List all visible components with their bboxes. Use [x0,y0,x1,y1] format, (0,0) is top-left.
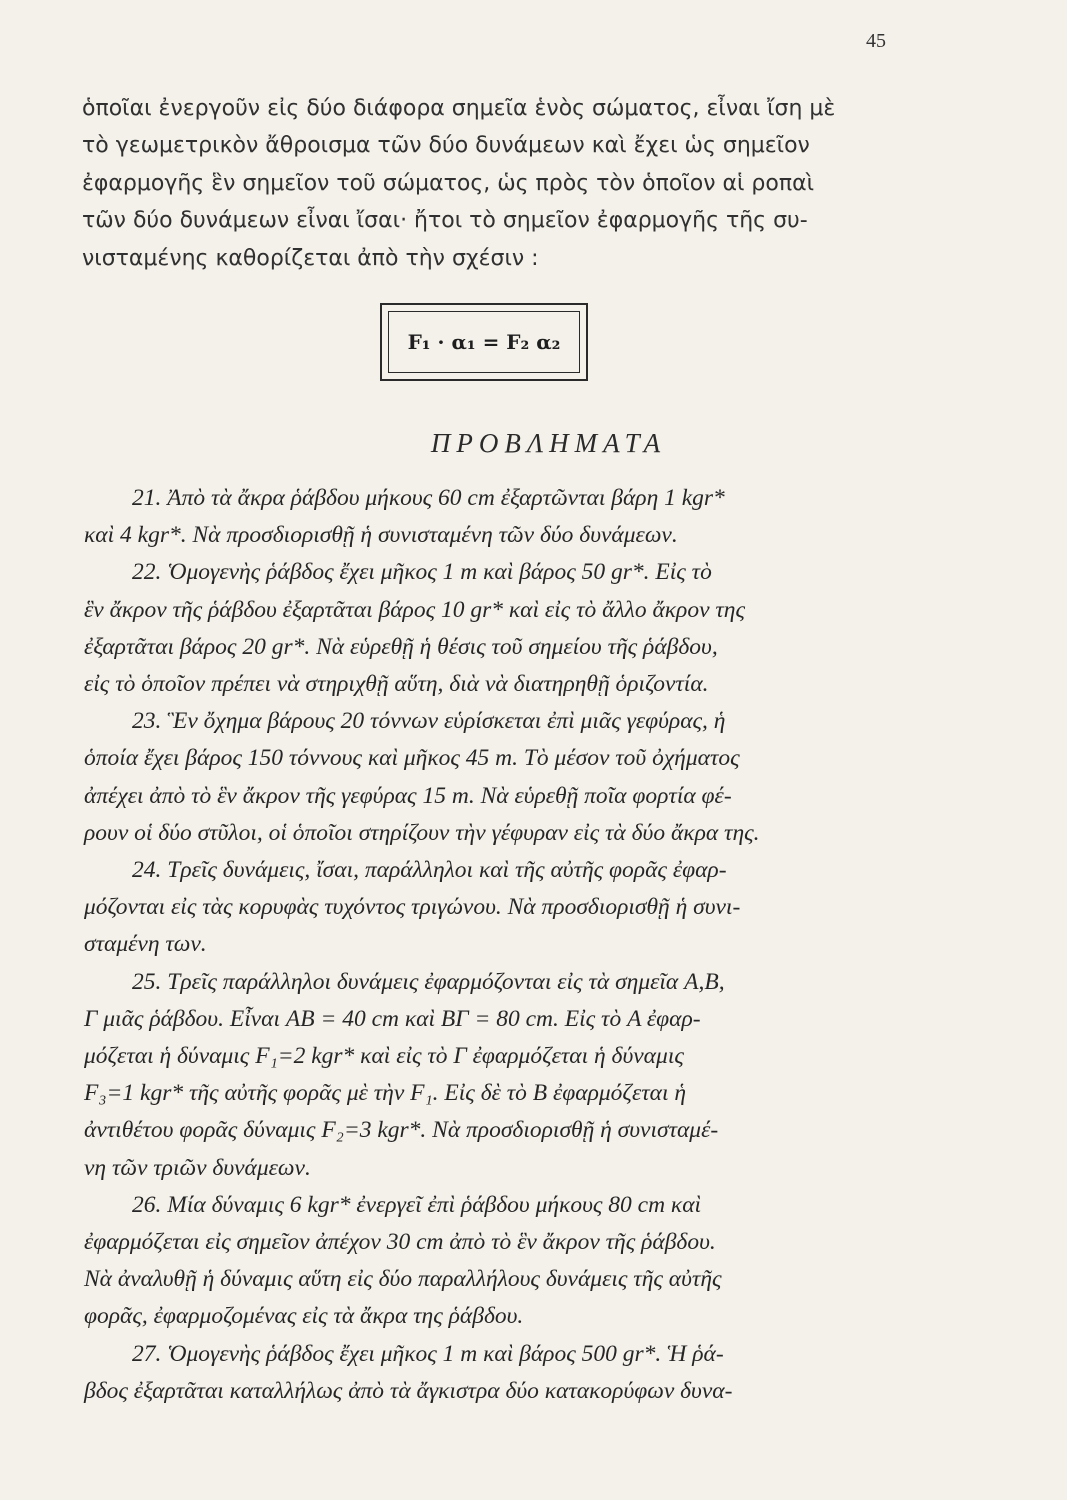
problem-line: καὶ 4 kgr*. Νὰ προσδιορισθῇ ἡ συνισταμένη τῶν δύο δυνάμεων. [84,522,678,549]
problem-23 [84,703,964,852]
problem-line: ἓν ἄκρον τῆς ῥάβδου ἐξαρτᾶται βάρος 10 gr* καὶ εἰς τὸ ἄλλο ἄκρον της [84,596,745,623]
intro-line: τὸ γεωμετρικὸν ἄθροισμα τῶν δύο δυνάμεων καὶ ἔχει ὡς σημεῖον [82,133,810,159]
section-title: ΠΡΟΒΛΗΜΑΤΑ [430,428,667,458]
problem-line: 27. Ὁμογενὴς ῥάβδος ἔχει μῆκος 1 m καὶ βάρος 500 gr*. Ἡ ῥά- [132,1340,724,1367]
problem-line: μόζονται εἰς τὰς κορυφὰς τυχόντος τριγώνου. Νὰ προσδιορισθῇ ἡ συνι- [84,894,741,921]
problem-line: ἐφαρμόζεται εἰς σημεῖον ἀπέχον 30 cm ἀπὸ τὸ ἓν ἄκρον τῆς ῥάβδου. [84,1229,716,1256]
problem-line: ὁποία ἔχει βάρος 150 τόννους καὶ μῆκος 45 m. Τὸ μέσον τοῦ ὀχήματος [84,745,740,772]
formula: F₁ · α₁ = F₂ α₂ [388,311,580,373]
problem-line: νη τῶν τριῶν δυνάμεων. [84,1154,311,1181]
problem-line: 25. Τρεῖς παράλληλοι δυνάμεις ἐφαρμόζονται εἰς τὰ σημεῖα A,B, [132,968,725,995]
problem-26 [84,1187,964,1336]
problem-line: Γ μιᾶς ῥάβδου. Εἶναι AB = 40 cm καὶ BΓ = 80 cm. Εἰς τὸ A ἐφαρ- [84,1005,701,1032]
intro-line: ὁποῖαι ἐνεργοῦν εἰς δύο διάφορα σημεῖα ἑνὸς σώματος, εἶναι ἴση μὲ [82,96,836,121]
intro-line: νισταμένης καθορίζεται ἀπὸ τὴν σχέσιν : [82,245,539,271]
problem-line: μόζεται ἡ δύναμις F₁=2 kgr* καὶ εἰς τὸ Γ ἐφαρμόζεται ἡ δύναμις [84,1043,684,1070]
problem-line: σταμένη των. [84,931,207,958]
problem-27 [84,1336,964,1410]
intro-paragraph [82,90,962,277]
problem-line: 21. Ἀπὸ τὰ ἄκρα ῥάβδου μήκους 60 cm ἐξαρτῶνται βάρη 1 kgr* [132,485,725,511]
problem-line: εἰς τὸ ὁποῖον πρέπει νὰ στηριχθῇ αὕτη, διὰ νὰ διατηρηθῇ ὁριζοντία. [84,671,709,698]
problem-line: Νὰ ἀναλυθῇ ἡ δύναμις αὕτη εἰς δύο παραλλήλους δυνάμεις τῆς αὐτῆς [84,1266,722,1293]
problem-line: ἀντιθέτου φορᾶς δύναμις F₂=3 kgr*. Νὰ προσδιορισθῇ ἡ συνισταμέ- [84,1117,719,1144]
problem-25 [84,964,964,1187]
problem-line: βδος ἐξαρτᾶται καταλλήλως ἀπὸ τὰ ἄγκιστρα δύο κατακορύφων δυνα- [84,1377,733,1404]
problem-line: 24. Τρεῖς δυνάμεις, ἴσαι, παράλληλοι καὶ τῆς αὐτῆς φορᾶς ἐφαρ- [132,857,727,884]
problem-21 [84,480,964,554]
problem-line: φορᾶς, ἐφαρμοζομένας εἰς τὰ ἄκρα της ῥάβδου. [84,1303,524,1330]
problem-line: 22. Ὁμογενὴς ῥάβδος ἔχει μῆκος 1 m καὶ βάρος 50 gr*. Εἰς τὸ [132,559,712,586]
page-number: 45 [866,30,886,52]
problem-line: 26. Μία δύναμις 6 kgr* ἐνεργεῖ ἐπὶ ῥάβδου μήκους 80 cm καὶ [132,1191,702,1218]
formula-box [380,303,588,381]
intro-line: ἐφαρμογῆς ἓν σημεῖον τοῦ σώματος, ὡς πρὸς τὸν ὁποῖον αἱ ροπαὶ [82,170,815,196]
problem-line: F₃=1 kgr* τῆς αὐτῆς φορᾶς μὲ τὴν F₁. Εἰς δὲ τὸ B ἐφαρμόζεται ἡ [84,1080,687,1107]
problem-line: ἀπέχει ἀπὸ τὸ ἓν ἄκρον τῆς γεφύρας 15 m. Νὰ εὑρεθῇ ποῖα φορτία φέ- [84,782,732,809]
problem-line: 23. Ἓν ὄχημα βάρους 20 τόννων εὑρίσκεται ἐπὶ μιᾶς γεφύρας, ἡ [132,708,726,735]
problem-line: ρουν οἱ δύο στῦλοι, οἱ ὁποῖοι στηρίζουν τὴν γέφυραν εἰς τὰ δύο ἄκρα της. [84,819,760,846]
problem-line: ἐξαρτᾶται βάρος 20 gr*. Νὰ εὑρεθῇ ἡ θέσις τοῦ σημείου τῆς ῥάβδου, [84,633,718,660]
problem-22 [84,554,964,703]
intro-line: τῶν δύο δυνάμεων εἶναι ἴσαι· ἤτοι τὸ σημεῖον ἐφαρμογῆς τῆς συ- [82,208,808,234]
problem-24 [84,852,964,964]
problems-list [84,480,964,1410]
